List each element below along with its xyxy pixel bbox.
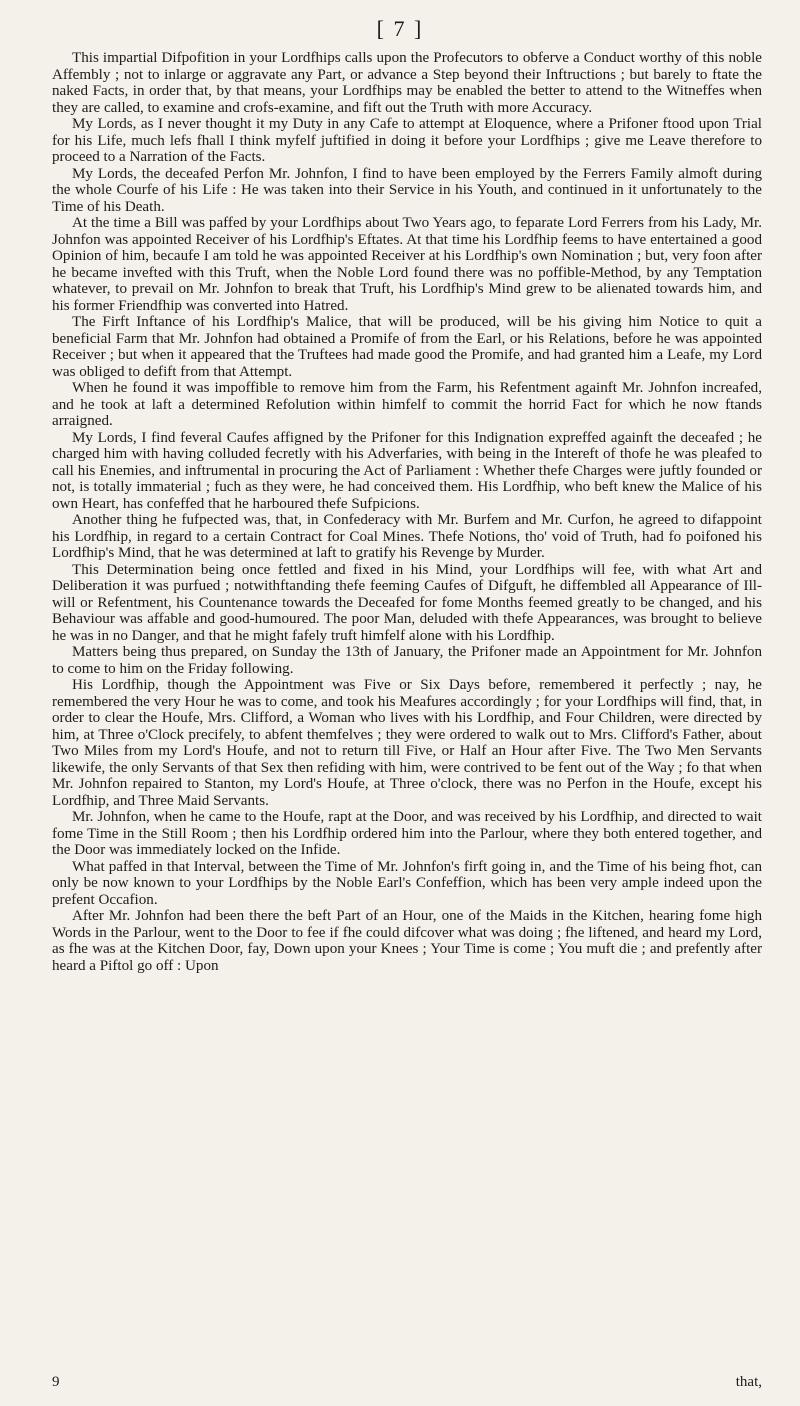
- paragraph-3: My Lords, the deceafed Perfon Mr. Johnfon, I find to have been employed by the Ferrers Family almoft during the whole Courfe of his Life : He was taken into their Service in his Youth, and continued in it unfortunately to the Time of his Death.: [52, 165, 762, 215]
- body-text: [52, 50, 762, 974]
- page-number: [ 7 ]: [376, 16, 424, 41]
- paragraph-11: His Lordfhip, though the Appointment was Five or Six Days before, remembered it perfectly ; nay, he remembered the very Hour he was to come, and took his Meafures accordingly ; for your Lordfhips will find, that, in order to clear the Houfe, Mrs. Clifford, a Woman who lives with his Lordfhip, and Four Children, were directed by him, at Three o'Clock precifely, to abfent themfelves ; they were ordered to walk out to Mrs. Clifford's Father, about Two Miles from my Lord's Houfe, and not to return till Five, or Half an Hour after Five. The Two Men Servants likewife, the only Servants of that Sex then refiding with him, were contrived to be fent out of the Way ; fo that when Mr. Johnfon repaired to Stanton, my Lord's Houfe, at Three o'clock, there was no Perfon in the Houfe, except his Lordfhip, and Three Maid Servants.: [52, 677, 762, 809]
- paragraph-10: Matters being thus prepared, on Sunday the 13th of January, the Prifoner made an Appointment for Mr. Johnfon to come to him on the Friday following.: [52, 644, 762, 677]
- paragraph-1: This impartial Difpofition in your Lordfhips calls upon the Profecutors to obferve a Conduct worthy of this noble Affembly ; not to inlarge or aggravate any Part, or advance a Step beyond their Inftructions ; but barely to ftate the naked Facts, in order that, by that means, your Lordfhips may be enabled the better to attend to the Witneffes when they are called, to examine and crofs-examine, and fift out the Truth with more Accuracy.: [52, 50, 762, 116]
- paragraph-6: When he found it was impoffible to remove him from the Farm, his Refentment againft Mr. Johnfon increafed, and he took at laft a determined Refolution within himfelf to commit the horrid Fact for which he now ftands arraigned.: [52, 380, 762, 429]
- paragraph-14: After Mr. Johnfon had been there the beft Part of an Hour, one of the Maids in the Kitchen, hearing fome high Words in the Parlour, went to the Door to fee if fhe could difcover what was doing ; fhe liftened, and heard my Lord, as fhe was at the Kitchen Door, fay, Down upon your Knees ; Your Time is come ; You muft die ; and prefently after heard a Piftol go off : Upon: [52, 908, 762, 974]
- paragraph-7: My Lords, I find feveral Caufes affigned by the Prifoner for this Indignation expreffed againft the deceafed ; he charged him with having colluded fecretly with his Adverfaries, with being in the Intereft of thofe he was pleafed to call his Enemies, and inftrumental in procuring the Act of Parliament : Whether thefe Charges were juftly founded or not, is totally immaterial ; fuch as they were, he had conceived them. His Lordfhip, who beft knew the Malice of his own Heart, has confeffed that he harboured thefe Sufpicions.: [52, 429, 762, 512]
- signature-mark: 9: [52, 1374, 60, 1390]
- catchword: that,: [735, 1374, 762, 1390]
- paragraph-8: Another thing he fufpected was, that, in Confederacy with Mr. Burfem and Mr. Curfon, he agreed to difappoint his Lordfhip, in regard to a certain Contract for Coal Mines. Thefe Notions, tho' void of Truth, had fo poifoned his Lordfhip's Mind, that he was determined at laft to gratify his Revenge by Murder.: [52, 512, 762, 561]
- paragraph-4: At the time a Bill was paffed by your Lordfhips about Two Years ago, to feparate Lord Ferrers from his Lady, Mr. Johnfon was appointed Receiver of his Lordfhip's Eftates. At that time his Lordfhip feems to have entertained a good Opinion of him, becaufe I am told he was appointed Receiver at his Lordfhip's own Nomination ; but, very foon after he became invefted with this Truft, when the Noble Lord found there was no poffible-Method, by any Temptation whatever, to prevail on Mr. Johnfon to break that Truft, his Lordfhip's Mind grew to be alienated towards him, and his former Friendfhip was converted into Hatred.: [52, 215, 762, 314]
- paragraph-12: Mr. Johnfon, when he came to the Houfe, rapt at the Door, and was received by his Lordfhip, and directed to wait fome Time in the Still Room ; then his Lordfhip ordered him into the Parlour, where they both entered together, and the Door was immediately locked on the Infide.: [52, 809, 762, 858]
- paragraph-9: This Determination being once fettled and fixed in his Mind, your Lordfhips will fee, with what Art and Deliberation it was purfued ; notwithftanding thefe feeming Caufes of Difguft, he diffembled all Appearance of Ill-will or Refentment, his Countenance towards the Deceafed for fome Months feemed greatly to be changed, and his Behaviour was affable and good-humoured. The poor Man, deluded with thefe Appearances, was brought to believe he was in no Danger, and that he might fafely truft himfelf alone with his Lordfhip.: [52, 561, 762, 644]
- paragraph-2: My Lords, as I never thought it my Duty in any Cafe to attempt at Eloquence, where a Prifoner ftood upon Trial for his Life, much lefs fhall I think myfelf juftified in doing it before your Lordfhips ; give me Leave therefore to proceed to a Narration of the Facts.: [52, 116, 762, 165]
- paragraph-5: The Firft Inftance of his Lordfhip's Malice, that will be produced, will be his giving him Notice to quit a beneficial Farm that Mr. Johnfon had obtained a Promife of from the Earl, or his Relations, before he was appointed Receiver ; but when it appeared that the Truftees had made good the Promife, and had granted him a Leafe, my Lord was obliged to defift from that Attempt.: [52, 314, 762, 380]
- paragraph-13: What paffed in that Interval, between the Time of Mr. Johnfon's firft going in, and the Time of his being fhot, can only be now known to your Lordfhips by the Noble Earl's Confeffion, which has been very ample indeed upon the prefent Occafion.: [52, 858, 762, 908]
